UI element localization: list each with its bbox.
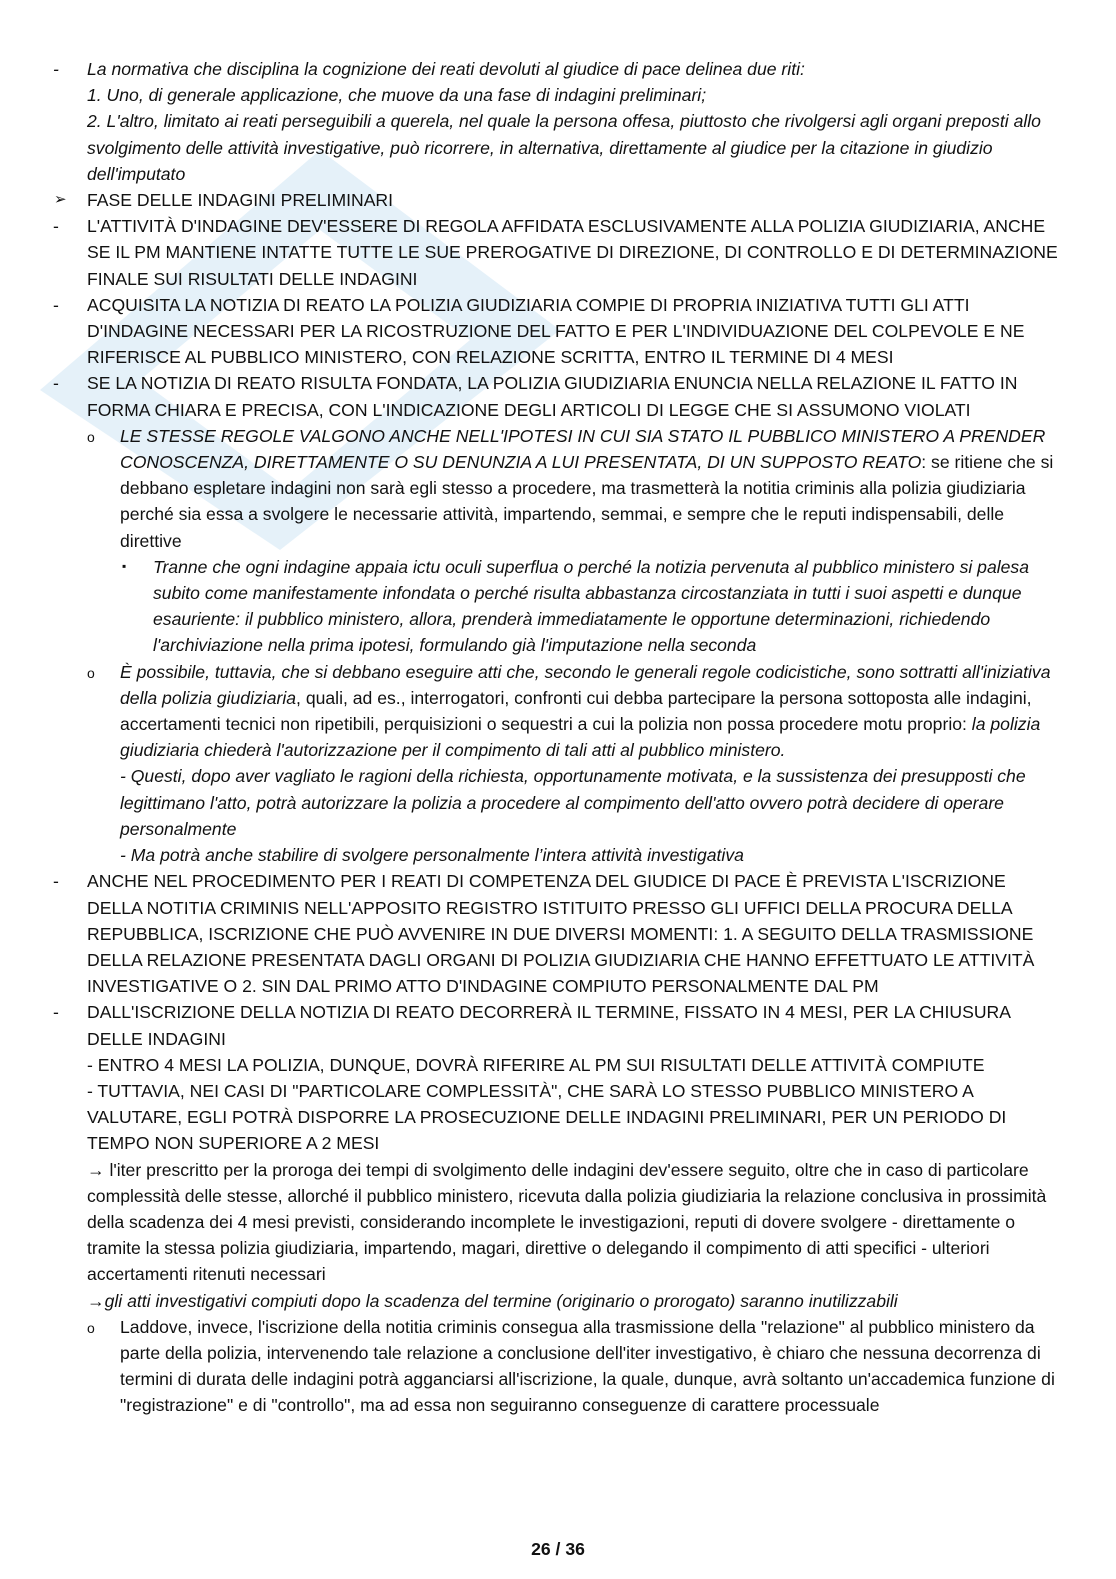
arrow-right-icon: → xyxy=(87,1290,105,1311)
square-bullet: ▪ xyxy=(122,558,127,573)
dash-bullet: - xyxy=(53,871,59,892)
paragraph xyxy=(120,423,1063,554)
list-item xyxy=(0,370,1063,422)
sub-list-item xyxy=(0,659,1063,869)
paragraph: ANCHE NEL PROCEDIMENTO PER I REATI DI COMPETENZA DEL GIUDICE DI PACE È PREVISTA L'ISCRIZIONE DELLA NOTITIA CRIMINIS NELL'APPOSITO REGISTRO ISTITUITO PRESSO GLI UFFICI DELLA PROCURA DELLA REPUBBLICA, ISCRIZIONE CHE PUÒ AVVENIRE IN DUE DIVERSI MOMENTI: 1. A SEGUITO DELLA TRASMISSIONE DELLA RELAZIONE PRESENTATA DAGLI ORGANI DI POLIZIA GIUDIZIARIA CHE HANNO EFFETTUATO LE ATTIVITÀ INVESTIGATIVE O 2. SIN DAL PRIMO ATTO D'INDAGINE COMPIUTO PERSONALMENTE DAL PM xyxy=(87,871,1035,997)
paragraph: - ENTRO 4 MESI LA POLIZIA, DUNQUE, DOVRÀ RIFERIRE AL PM SUI RISULTATI DELLE ATTIVITÀ COMPIUTE xyxy=(87,1054,985,1075)
paragraph: Tranne che ogni indagine appaia ictu oculi superflua o perché la notizia pervenuta al pubblico ministero si palesa subito come manifestamente infondata o perché risulta abbastanza circostanziata in tutti i suoi aspetti e dunque esauriente: il pubblico ministero, allora, prenderà immediatamente le opportune determinazioni, richiedendo l'archiviazione nella prima ipotesi, formulando già l'imputazione nella seconda xyxy=(153,556,1030,656)
circle-bullet: o xyxy=(87,664,95,681)
italic-text: gli atti investigativi compiuti dopo la scadenza del termine (originario o prorogato) saranno inutilizzabili xyxy=(104,1290,898,1311)
paragraph xyxy=(87,1288,1063,1314)
dash-bullet: - xyxy=(53,373,59,394)
section-heading xyxy=(0,187,1063,213)
paragraph: - TUTTAVIA, NEI CASI DI "PARTICOLARE COMPLESSITÀ", CHE SARÀ LO STESSO PUBBLICO MINISTERO A VALUTARE, EGLI POTRÀ DISPORRE LA PROSECUZIONE DELLE INDAGINI PRELIMINARI, PER UN PERIODO DI TEMPO NON SUPERIORE A 2 MESI xyxy=(87,1080,1007,1154)
dash-bullet: - xyxy=(53,216,59,237)
paragraph: - Ma potrà anche stabilire di svolgere personalmente l’intera attività investigativa xyxy=(120,845,744,866)
paragraph: 1. Uno, di generale applicazione, che muove da una fase di indagini preliminari; xyxy=(87,85,707,106)
sub-list-item xyxy=(0,1314,1063,1419)
dash-bullet: - xyxy=(53,59,59,79)
circle-bullet: o xyxy=(87,1319,95,1336)
list-item xyxy=(0,868,1063,999)
paragraph: - Questi, dopo aver vagliato le ragioni della richiesta, opportunamente motivata, e la sussistenza dei presupposti che legittimano l'atto, potrà autorizzare la polizia a procedere al compimento dell'atto ovvero potrà decidere di operare personalmente xyxy=(120,766,1026,839)
paragraph: DALL'ISCRIZIONE DELLA NOTIZIA DI REATO DECORRERÀ IL TERMINE, FISSATO IN 4 MESI, PER LA CHIUSURA DELLE INDAGINI xyxy=(87,1002,1011,1049)
plain-text: l'iter prescritto per la proroga dei tempi di svolgimento delle indagini dev'essere seguito, oltre che in caso di particolare complessità delle stesse, allorché il pubblico ministero, ricevuta dalla polizia giudiziaria la relazione conclusiva in prossimità della scadenza dei 4 mesi previsti, considerando incomplete le investigazioni, reputi di dovere svolgere - direttamente o tramite la stessa polizia giudiziaria, impartendo, magari, direttive o delegando il compimento di atti specifici - ulteriori accertamenti ritenuti necessari xyxy=(87,1159,1047,1285)
heading-text: FASE DELLE INDAGINI PRELIMINARI xyxy=(87,190,394,211)
plain-text: , quali, ad es., interrogatori, confronti cui debba partecipare la persona sottoposta alle indagini, accertamenti tecnici non ripetibili, perquisizioni o sequestri a cui la polizia non possa procedere motu proprio: xyxy=(120,687,1032,735)
paragraph: SE LA NOTIZIA DI REATO RISULTA FONDATA, LA POLIZIA GIUDIZIARIA ENUNCIA NELLA RELAZIONE IL FATTO IN FORMA CHIARA E PRECISA, CON L'INDICAZIONE DEGLI ARTICOLI DI LEGGE CHE SI ASSUMONO VIOLATI xyxy=(87,373,1018,420)
dash-bullet: - xyxy=(53,294,59,315)
document-page xyxy=(0,56,1116,1419)
page-number: 26 / 36 xyxy=(531,1539,585,1559)
paragraph: La normativa che disciplina la cognizione dei reati devoluti al giudice di pace delinea due riti: xyxy=(87,59,805,79)
paragraph: L'ATTIVITÀ D'INDAGINE DEV'ESSERE DI REGOLA AFFIDATA ESCLUSIVAMENTE ALLA POLIZIA GIUDIZIARIA, ANCHE SE IL PM MANTIENE INTATTE TUTTE LE SUE PREROGATIVE DI DIREZIONE, DI CONTROLLO E DI DETERMINAZIONE FINALE SUI RISULTATI DELLE INDAGINI xyxy=(87,216,1058,289)
plain-text: : se ritiene che si debbano espletare indagini non sarà egli stesso a procedere, ma trasmetterà la notitia criminis alla polizia giudiziaria perché sia essa a svolgere le necessarie attività, impartendo, semmai, e sempre che le reputi indispensabili, delle direttive xyxy=(120,452,1054,551)
list-item xyxy=(0,999,1063,1313)
italic-text: LE STESSE REGOLE VALGONO ANCHE NELL'IPOTESI IN CUI SIA STATO IL PUBBLICO MINISTERO A PRENDER CONOSCENZA, DIRETTAMENTE O SU DENUNZIA A LUI PRESENTATA, DI UN SUPPOSTO REATO xyxy=(120,425,1046,473)
arrow-right-icon: → xyxy=(87,1159,105,1180)
italic-text: la polizia giudiziaria chiederà l'autorizzazione per il compimento di tali atti al pubblico ministero. xyxy=(120,714,1041,761)
sub-sub-list-item xyxy=(0,554,1063,659)
sub-list-item xyxy=(0,423,1063,554)
paragraph: 2. L'altro, limitato ai reati perseguibili a querela, nel quale la persona offesa, piuttosto che rivolgersi agli organi preposti allo svolgimento delle attività investigative, può ricorrere, in alternativa, direttamente al giudice per la citazione in giudizio dell'imputato xyxy=(87,111,1041,184)
list-item xyxy=(0,213,1063,292)
dash-bullet: - xyxy=(53,1002,59,1023)
paragraph: ACQUISITA LA NOTIZIA DI REATO LA POLIZIA GIUDIZIARIA COMPIE DI PROPRIA INIZIATIVA TUTTI GLI ATTI D'INDAGINE NECESSARI PER LA RICOSTRUZIONE DEL FATTO E PER L'INDIVIDUAZIONE DEL COLPEVOLE E NE RIFERISCE AL PUBBLICO MINISTERO, CON RELAZIONE SCRITTA, ENTRO IL TERMINE DI 4 MESI xyxy=(87,294,1025,368)
list-item xyxy=(0,292,1063,371)
circle-bullet: o xyxy=(87,428,95,445)
italic-text: È possibile, tuttavia, che si debbano eseguire atti che, secondo le generali regole codicistiche, sono sottratti all'iniziativa della polizia giudiziaria xyxy=(120,661,1051,708)
chevron-bullet-icon: ➢ xyxy=(54,191,67,209)
paragraph xyxy=(120,659,1063,764)
paragraph: Laddove, invece, l'iscrizione della notitia criminis consegua alla trasmissione della "relazione" al pubblico ministero da parte della polizia, intervenendo tale relazione a conclusione dell'iter investigativo, è chiaro che nessuna decorrenza di termini di durata delle indagini potrà agganciarsi all'iscrizione, la quale, dunque, avrà soltanto un'accademica funzione di "registrazione" e di "controllo", ma ad essa non seguiranno conseguenze di carattere processuale xyxy=(120,1316,1055,1416)
paragraph xyxy=(87,1157,1063,1288)
list-item xyxy=(0,56,1063,187)
